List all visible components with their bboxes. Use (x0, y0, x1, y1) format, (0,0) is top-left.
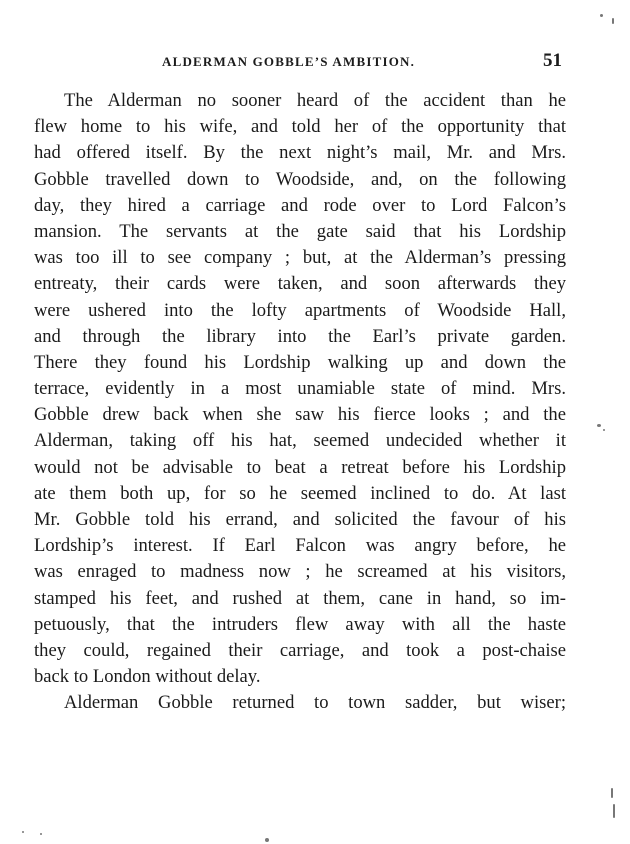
text-line: Gobble drew back when she saw his fierce looks ; and the (34, 404, 566, 426)
scan-speck (611, 788, 613, 798)
text-line: were ushered into the lofty apartments of Woodside Hall, (34, 299, 566, 321)
text-line: entreaty, their cards were taken, and soon afterwards they (34, 273, 566, 295)
text-line: stamped his feet, and rushed at them, cane in hand, so im- (34, 587, 566, 609)
text-line: and through the library into the Earl’s private garden. (34, 325, 566, 347)
scan-speck (40, 833, 42, 835)
text-line: petuously, that the intruders flew away with all the haste (34, 613, 566, 635)
text-line: mansion. The servants at the gate said that his Lordship (34, 220, 566, 242)
text-line: back to London without delay. (34, 666, 261, 688)
text-line: they could, regained their carriage, and took a post-chaise (34, 639, 566, 661)
scan-speck (603, 429, 605, 431)
scan-speck (597, 424, 601, 427)
text-line: Alderman, taking off his hat, seemed undecided whether it (34, 430, 566, 452)
text-line: was enraged to madness now ; he screamed at his visitors, (34, 561, 566, 583)
page-number: 51 (543, 50, 562, 71)
body-text (34, 88, 566, 717)
text-line: Mr. Gobble told his errand, and solicited the favour of his (34, 509, 566, 530)
text-line: flew home to his wife, and told her of the opportunity that (34, 116, 566, 138)
text-line: ate them both up, for so he seemed inclined to do. At last (34, 482, 566, 504)
scan-speck (600, 14, 603, 17)
text-line: The Alderman no sooner heard of the accident than he (64, 90, 566, 111)
running-head (0, 50, 630, 72)
text-line: was too ill to see company ; but, at the Alderman’s pressing (34, 247, 566, 269)
text-line: had offered itself. By the next night’s mail, Mr. and Mrs. (34, 142, 566, 164)
scan-speck (22, 831, 24, 833)
scan-speck (265, 838, 269, 842)
scan-speck (612, 18, 614, 24)
text-line: Lordship’s interest. If Earl Falcon was angry before, he (34, 535, 566, 557)
text-line: day, they hired a carriage and rode over to Lord Falcon’s (34, 194, 566, 216)
scan-speck (613, 804, 615, 818)
text-line: There they found his Lordship walking up and down the (34, 351, 566, 373)
text-line: Gobble travelled down to Woodside, and, on the following (34, 168, 566, 190)
text-line: would not be advisable to beat a retreat before his Lordship (34, 456, 566, 478)
text-line: terrace, evidently in a most unamiable state of mind. Mrs. (34, 378, 566, 400)
running-head-title: ALDERMAN GOBBLE’S AMBITION. (162, 54, 416, 69)
text-line: Alderman Gobble returned to town sadder, but wiser; (64, 692, 566, 714)
